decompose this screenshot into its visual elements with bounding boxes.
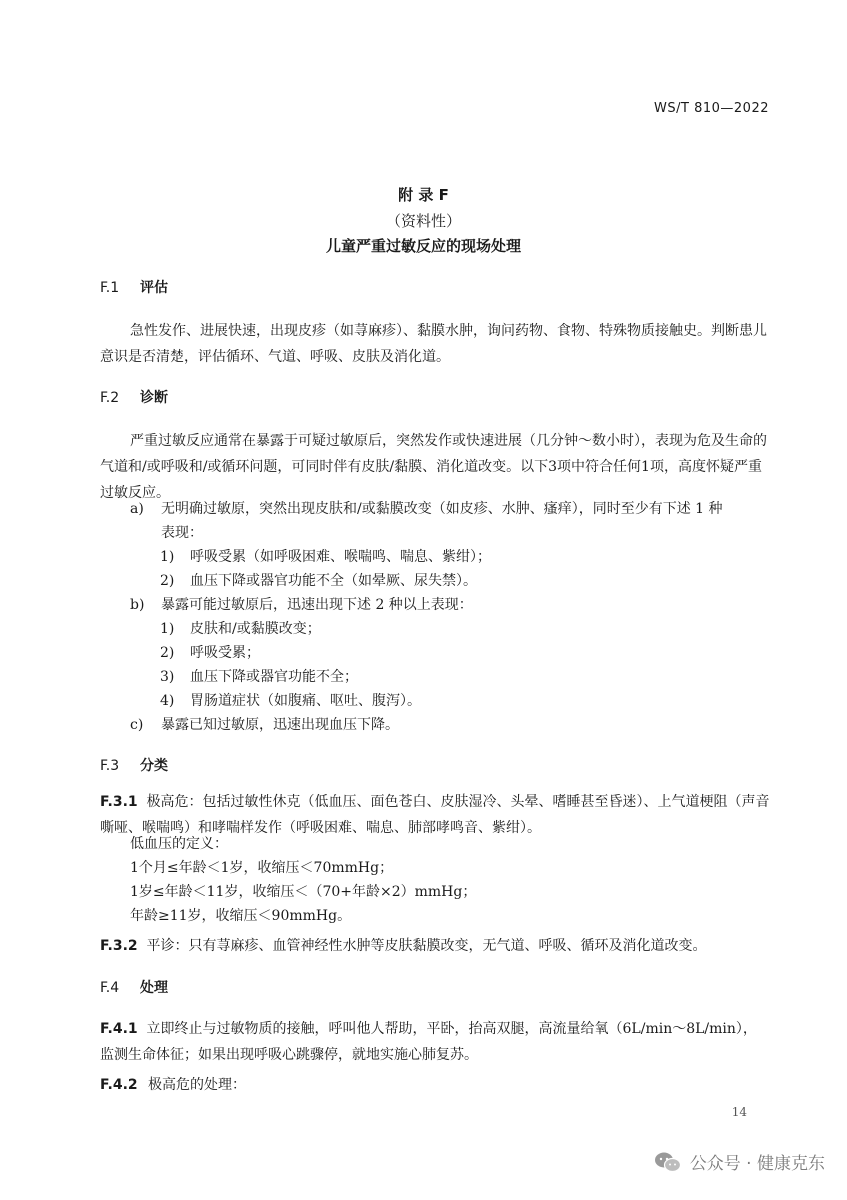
clause-number: F.3.1 (100, 794, 138, 810)
clause-text: 立即终止与过敏物质的接触，呼叫他人帮助，平卧，抬高双腿，高流量给氧（6L/min～8L/min），监测生命体征；如果出现呼吸心跳骤停，就地实施心肺复苏。 (100, 1021, 757, 1063)
appendix-subject: 儿童严重过敏反应的现场处理 (325, 237, 521, 255)
list-text: 胃肠道症状（如腹痛、呕吐、腹泻）。 (190, 693, 421, 709)
hypotension-title: 低血压的定义： (130, 836, 228, 852)
appendix-title: 附 录 F (398, 186, 449, 204)
list-item-a-2 (160, 568, 477, 594)
appendix-nature: （资料性） (385, 212, 461, 230)
hypotension-def-3: 年龄≥11岁，收缩压＜90mmHg。 (130, 908, 352, 924)
list-marker: c) (130, 717, 144, 733)
clause-text: 平诊：只有荨麻疹、血管神经性水肿等皮肤黏膜改变，无气道、呼吸、循环及消化道改变。 (146, 938, 707, 954)
clause-number: F.3.2 (100, 938, 138, 954)
section-f2-paragraph: 严重过敏反应通常在暴露于可疑过敏原后，突然发作或快速进展（几分钟～数小时），表现为危及生命的气道和/或呼吸和/或循环问题，可同时伴有皮肤/黏膜、消化道改变。以下3项中符合任何1项，高度怀疑严重过敏反应。 (100, 433, 767, 501)
section-number: F.4 (100, 980, 120, 996)
list-text: 血压下降或器官功能不全（如晕厥、尿失禁）。 (190, 573, 477, 589)
list-text: 呼吸受累； (190, 645, 260, 661)
section-f4-heading (100, 977, 168, 997)
list-marker: b) (130, 597, 145, 613)
section-number: F.1 (100, 280, 120, 296)
list-item-c (130, 712, 399, 738)
list-item-a-continuation: 表现： (161, 525, 203, 541)
clause-number: F.4.2 (100, 1077, 138, 1093)
list-item-b-3 (160, 664, 358, 690)
list-marker: 3) (160, 669, 175, 685)
section-title: 处理 (140, 980, 168, 996)
clause-f41 (100, 1016, 770, 1068)
section-title: 诊断 (140, 390, 168, 406)
list-item-a-1 (160, 544, 491, 570)
section-f3-heading (100, 755, 168, 775)
clause-number: F.4.1 (100, 1021, 138, 1037)
section-f1-paragraph: 急性发作、进展快速，出现皮疹（如荨麻疹）、黏膜水肿，询问药物、食物、特殊物质接触史。判断患儿意识是否清楚，评估循环、气道、呼吸、皮肤及消化道。 (100, 323, 767, 365)
clause-f42-heading (100, 1074, 246, 1094)
hypotension-def-2: 1岁≤年龄＜11岁，收缩压＜（70+年龄×2）mmHg； (130, 884, 477, 900)
clause-text: 极高危：包括过敏性休克（低血压、面色苍白、皮肤湿冷、头晕、嗜睡甚至昏迷）、上气道梗阻（声音嘶哑、喉喘鸣）和哮喘样发作（呼吸困难、喘息、肺部哮鸣音、紫绀）。 (100, 794, 770, 836)
list-text: 呼吸受累（如呼吸困难、喉喘鸣、喘息、紫绀）； (190, 549, 491, 565)
section-title: 分类 (140, 758, 168, 774)
clause-f32 (100, 933, 770, 959)
list-item-b-1 (160, 616, 321, 642)
section-number: F.2 (100, 390, 120, 406)
hypotension-def-1: 1个月≤年龄＜1岁，收缩压＜70mmHg； (130, 860, 394, 876)
section-f1-heading (100, 277, 168, 297)
wechat-icon (654, 1151, 682, 1173)
list-item-a (130, 496, 723, 522)
list-item-b-2 (160, 640, 260, 666)
list-marker: 1) (160, 549, 175, 565)
section-f2-heading (100, 387, 168, 407)
standard-number: WS/T 810—2022 (654, 101, 769, 116)
list-marker: 1) (160, 621, 175, 637)
clause-title: 极高危的处理： (148, 1077, 246, 1093)
list-text: 暴露可能过敏原后，迅速出现下述 2 种以上表现： (161, 597, 473, 613)
section-number: F.3 (100, 758, 120, 774)
watermark-text: 公众号 · 健康克东 (689, 1154, 825, 1174)
list-marker: a) (130, 501, 144, 517)
section-title: 评估 (140, 280, 168, 296)
list-text: 暴露已知过敏原，迅速出现血压下降。 (161, 717, 399, 733)
list-text: 皮肤和/或黏膜改变； (190, 621, 321, 637)
list-text: 血压下降或器官功能不全； (190, 669, 358, 685)
list-marker: 2) (160, 573, 175, 589)
watermark (654, 1149, 825, 1174)
page-number: 14 (731, 1105, 747, 1119)
list-text: 无明确过敏原，突然出现皮肤和/或黏膜改变（如皮疹、水肿、瘙痒），同时至少有下述 1 种 (161, 501, 723, 517)
list-marker: 2) (160, 645, 175, 661)
list-marker: 4) (160, 693, 175, 709)
list-item-b (130, 592, 473, 618)
list-item-b-4 (160, 688, 421, 714)
